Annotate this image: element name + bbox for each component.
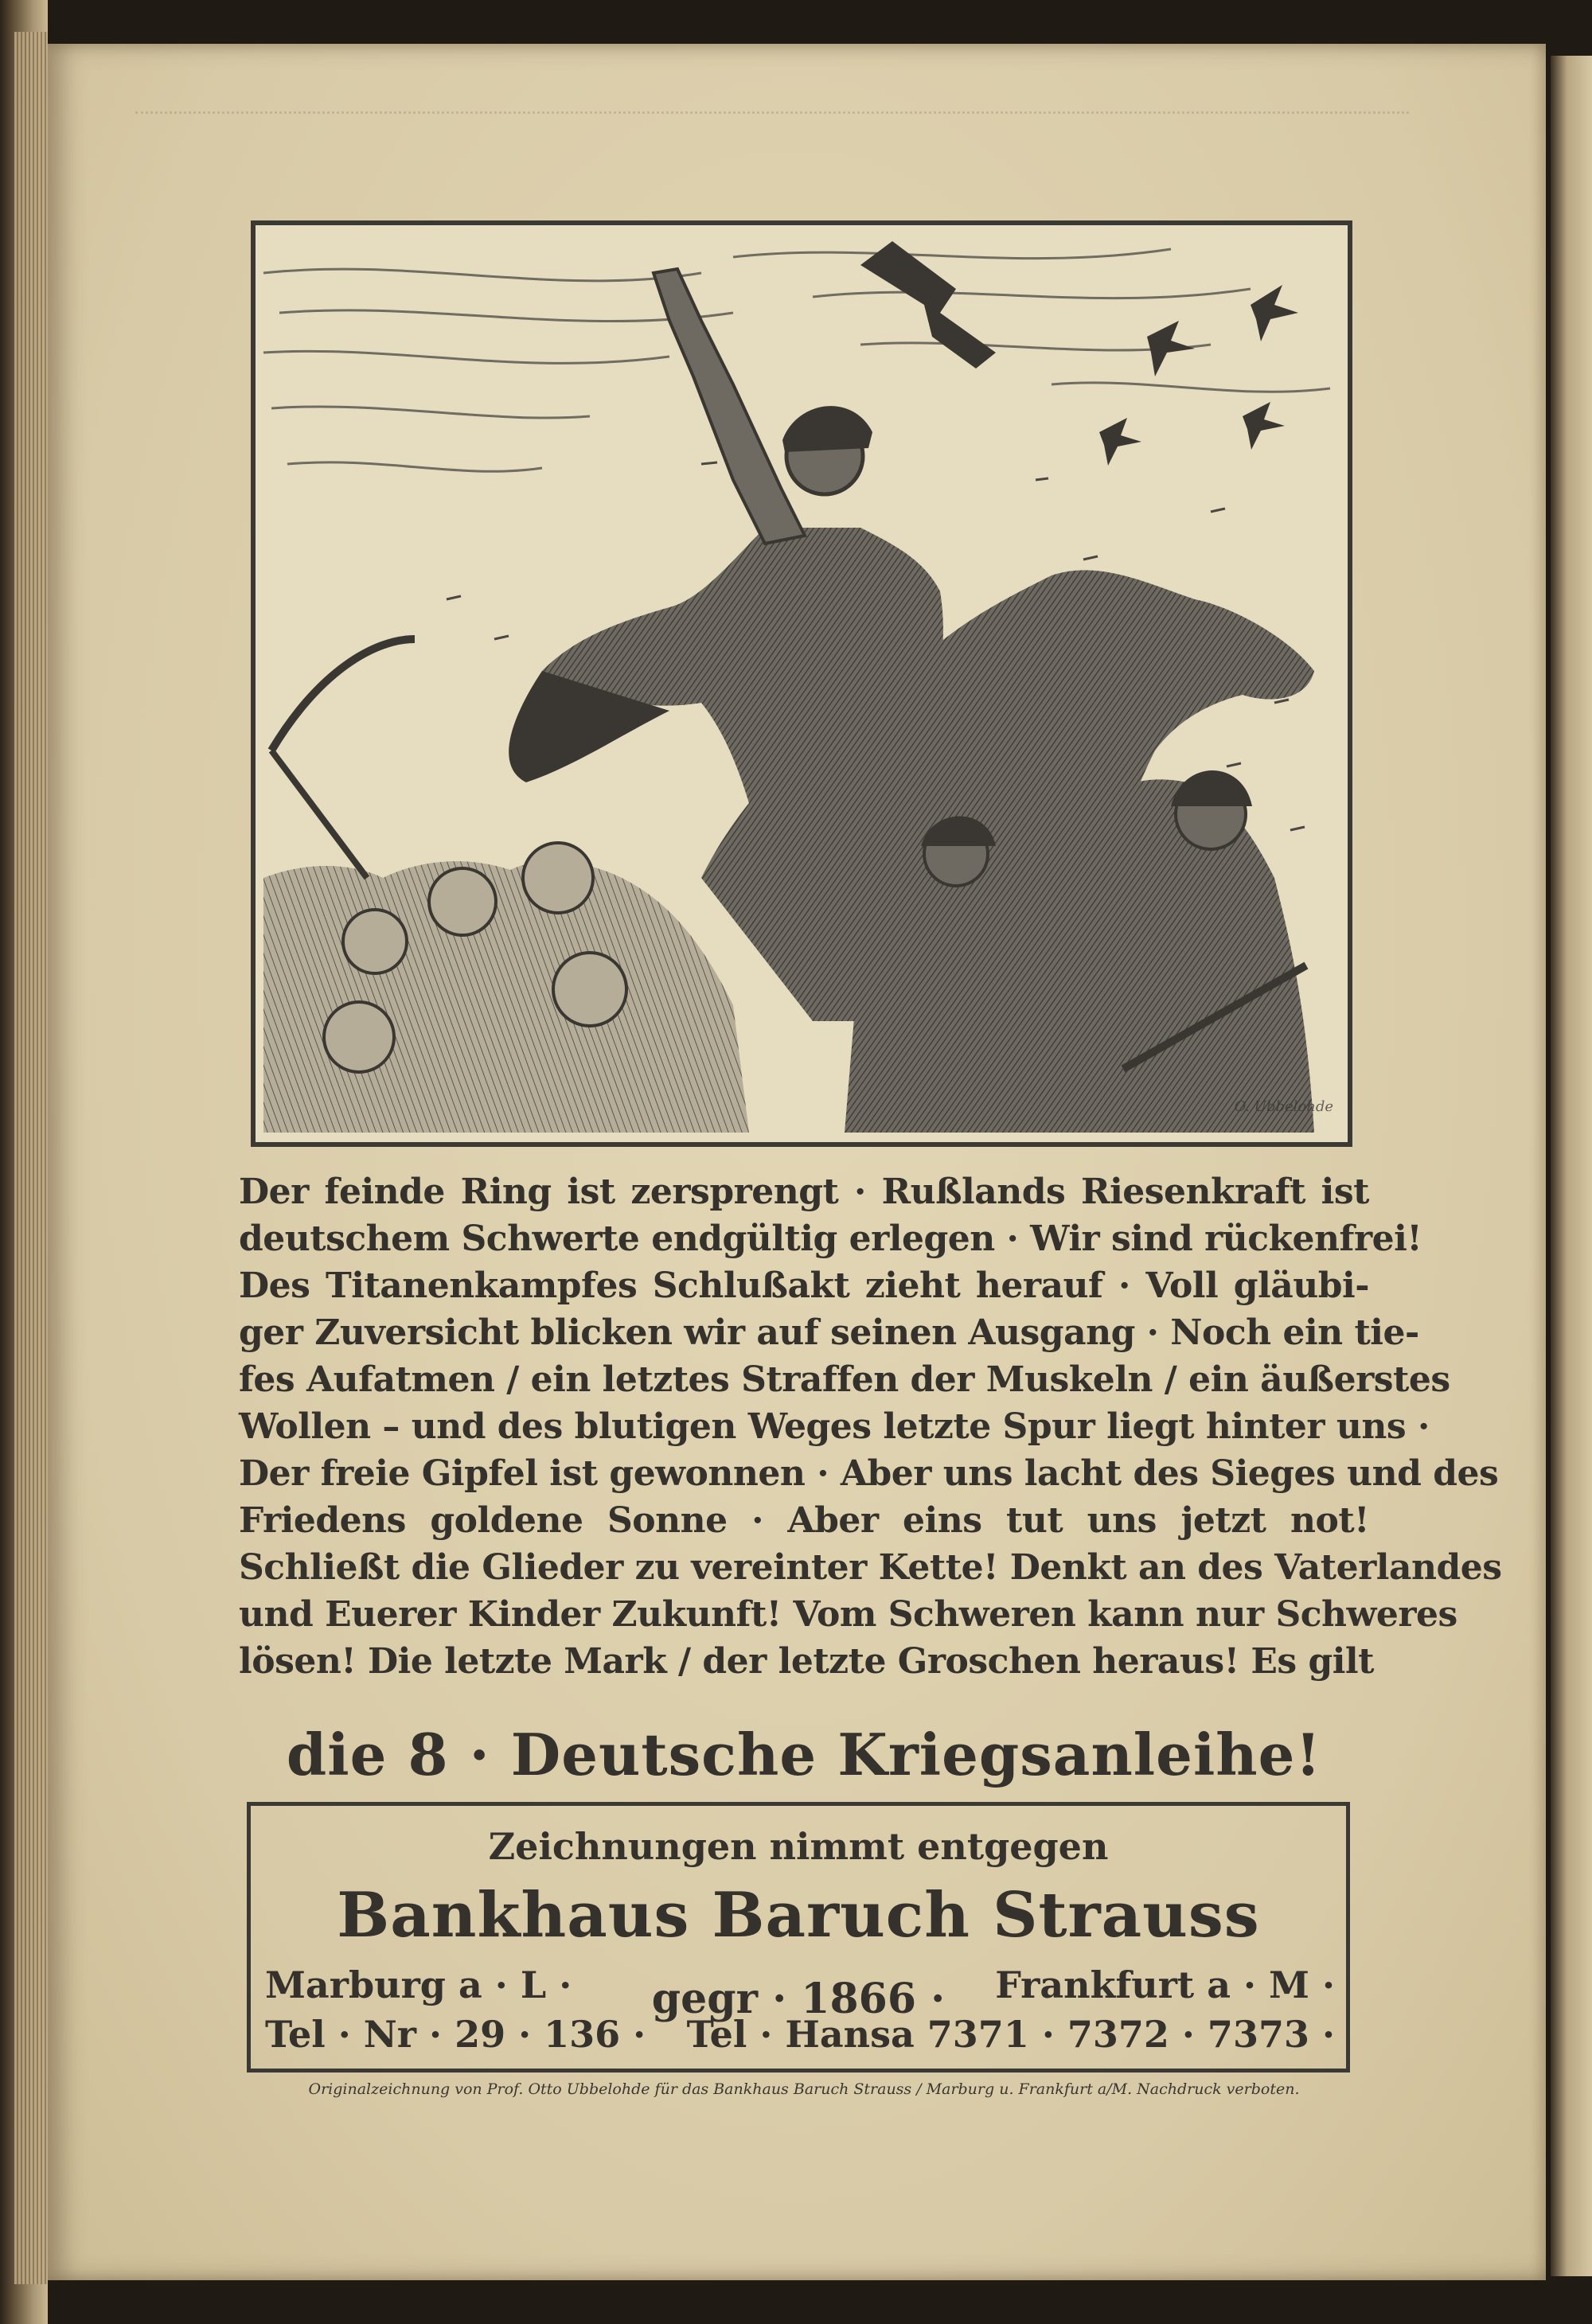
frankfurt-branch bbox=[687, 1960, 1335, 2059]
appeal-line: Des Titanenkampfes Schlußakt zieht herauf · Voll gläubi- bbox=[239, 1265, 1369, 1306]
appeal-line: Friedens goldene Sonne · Aber eins tut uns jetzt not! bbox=[239, 1500, 1369, 1541]
illustration-drawing bbox=[256, 225, 1348, 1142]
founded-year: gegr · 1866 · bbox=[651, 1975, 946, 2023]
appeal-line: Der feinde Ring ist zersprengt · Rußlands Riesenkraft ist bbox=[239, 1172, 1369, 1212]
war-bond-headline: die 8 · Deutsche Kriegsanleihe! bbox=[286, 1721, 1322, 1788]
appeal-line: fes Aufatmen / ein letztes Straffen der Muskeln / ein äußerstes bbox=[239, 1359, 1450, 1400]
subscription-intro: Zeichnungen nimmt entgegen bbox=[488, 1825, 1109, 1868]
rider-arm bbox=[654, 269, 805, 544]
appeal-line: und Euerer Kinder Zukunft! Vom Schweren kann nur Schweres bbox=[239, 1594, 1457, 1635]
workers-left bbox=[263, 861, 749, 1133]
appeal-line: lösen! Die letzte Mark / der letzte Groschen heraus! Es gilt bbox=[239, 1641, 1374, 1682]
bank-subscription-box bbox=[247, 1802, 1350, 2072]
appeal-line: Der freie Gipfel ist gewonnen · Aber uns lacht des Sieges und des bbox=[239, 1453, 1499, 1494]
bank-name: Bankhaus Baruch Strauss bbox=[337, 1879, 1260, 1952]
bleed-through-text bbox=[135, 111, 1409, 138]
frankfurt-phone: Tel · Hansa 7371 · 7372 · 7373 · bbox=[686, 2013, 1335, 2056]
artist-signature: O. Ubbelohde bbox=[1234, 1098, 1333, 1115]
appeal-line: deutschem Schwerte endgültig erlegen · Wir sind rückenfrei! bbox=[239, 1219, 1422, 1259]
war-bond-illustration bbox=[251, 220, 1352, 1147]
marburg-phone: Tel · Nr · 29 · 136 · bbox=[265, 2013, 646, 2056]
credit-footnote: Originalzeichnung von Prof. Otto Ubbelohde für das Bankhaus Baruch Strauss / Marburg u. Frankfurt a/M. Nachdruck verboten. bbox=[308, 2080, 1300, 2098]
appeal-line: ger Zuversicht blicken wir auf seinen Ausgang · Noch ein tie- bbox=[239, 1312, 1419, 1353]
appeal-text bbox=[239, 1168, 1502, 1685]
scythe bbox=[271, 639, 415, 751]
frankfurt-city: Frankfurt a · M · bbox=[995, 1963, 1335, 2006]
marburg-city: Marburg a · L · bbox=[265, 1963, 572, 2006]
appeal-line: Schließt die Glieder zu vereinter Kette! Denkt an des Vaterlandes bbox=[239, 1547, 1502, 1588]
facing-page-edge bbox=[1551, 56, 1592, 2276]
appeal-line: Wollen – und des blutigen Weges letzte Spur liegt hinter uns · bbox=[239, 1406, 1430, 1447]
page-edges bbox=[14, 32, 48, 2284]
rider-helmet bbox=[782, 406, 872, 452]
ravens bbox=[860, 241, 1298, 466]
